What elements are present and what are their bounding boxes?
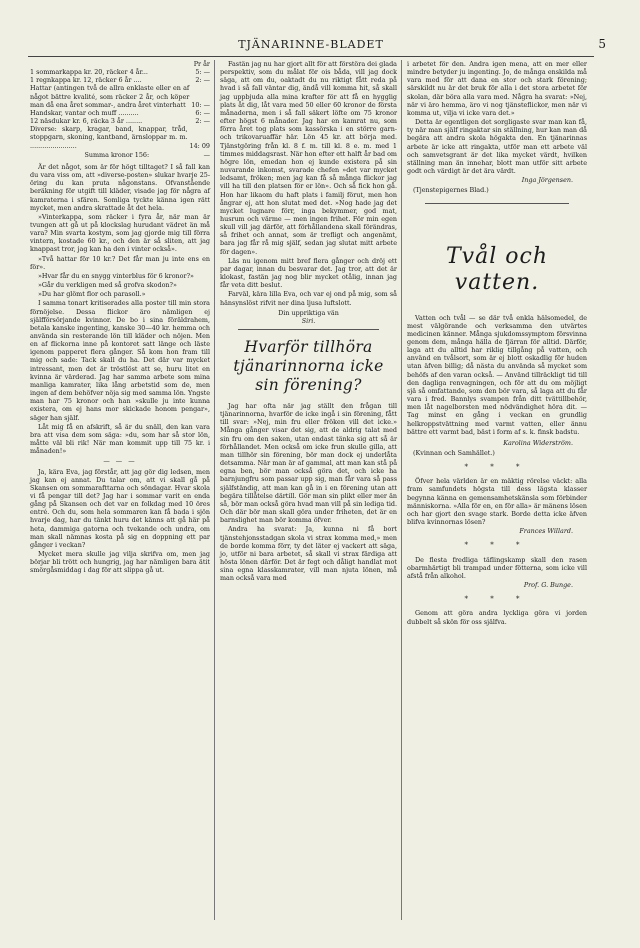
column-3	[407, 60, 587, 627]
article-heading: Tvål och vatten.	[446, 243, 548, 295]
quote-author: Prof. G. Bunge.	[523, 581, 573, 590]
section-divider: — — —	[103, 457, 137, 466]
source-note: (Tjenstepigernes Blad.)	[413, 186, 489, 195]
quote-author: Frances Willard.	[519, 527, 573, 536]
expense-item: Hattar (antingen två de allra enklaste eller en af något bättre kvalité, som räcker 2 år, och köper man då ena året sommar-, andra året vinterhatt 10: —	[30, 84, 210, 109]
paragraph: Mycket mera skulle jag vilja skrifva om, men jag börjar bli trött och hungrig, jag har nämligen bara ätit smörgåsmiddag i dag för att slippa gå ut.	[30, 550, 210, 575]
page-header	[28, 36, 606, 57]
expense-item: Diverse: skarp, kragar, band, knappar, tråd, stoppgarn, skoning, kantband, ärnsloppar m. m. ....................... 14: 09	[30, 125, 210, 150]
paragraph: Öfver hela världen är en mäktig rörelse väckt: alla fram samfundets högsta till dess lägsta klasser begynna känna en gemensamhetskänsla som förbinder människorna. »Alla för en, en för alla» är mänens lösen och har gjort den svage stark. Borde detta icke äfven blifva kvinnornas lösen?	[407, 477, 587, 527]
divider	[425, 203, 569, 204]
column-2	[220, 60, 397, 583]
paragraph: Andra ha svarat: Ja, kunna ni få bort tjänstehjonsstadgan skola vi strax komma med,» men de borde komma förr, ty det läter ej vackert att säga, jo, utför ni bara arbetet, så skall vi strax färdiga att hösta lönen därför. Det är fegt och dåligt handlat mot sina egna klasskamrater, vill man njuta lönen, må man också vara med	[220, 525, 397, 583]
signature-line: Din uppriktiga vän	[278, 308, 339, 317]
paragraph: I samma tonart kritiserades alla poster till min stora förnöjelse. Dessa flickor äro nämligen ej själfförsörjande kvinnor. De bo i sina föräldrahem, betala kanske ingenting, kanske 30—40 kr. hemma och använda sin resterande lön till kläder och nöjen. Men en af flickorna inne på kontoret satt länge och läste igenom papperet flera gånger. Så kom hon fram till mig och sade: Tack skall du ha. Det där var mycket intressant, men det är tröstlöst att se, huru litet en kvinna är värderad. Jag har samma arbete som mina manliga kamrater, lika lång arbetstid som de, men ingen af dem behöfver nöja sig med samma lön. Yngste man har 75 kronor och han »skulle ju inte kunna existera, om ej hans mor skickade honom pengar», säger han själf.	[30, 299, 210, 422]
paragraph: Ja, kära Eva, jag förstår, att jag gör dig ledsen, men jag kan ej annat. Du talar om, att vi skall gå på Skansen om sommarafttarna och söndagar. Hvar skola vi få pengar till det? Jag har i sommar varit en enda gång på Skansen och det var en folkdag med 10 öres entré. Och du, som hela sommaren kan få bada i sjön hvarje dag, har du tänkt huru det känns att gå här på heta, dammiga gatorna och tvekande och undra, om man skall nämnas kosta på sig en doppning ett par gånger i veckan?	[30, 467, 210, 549]
signature-name: Siri.	[301, 316, 316, 325]
paragraph: »Vinterkappa, som räcker i fyra år, när man är tvungen att gå ut på klockslag hurudant vädret än må vara? Min svarta kostym, som jag gjorde mig till förra vintern, kostade 60 kr., och den är så sliten, att jag knappast tror, jag kan ha den i vinter också».	[30, 212, 210, 254]
signature-name: Inga Jörgensen.	[521, 176, 573, 185]
paragraph: Låt mig få en afskrift, så är du snäll, den kan vara bra att visa dem som säga: »du, som har så stor lön, måtte väl bli rik! När man kommit upp till 75 kr. i månaden!»	[30, 422, 210, 456]
column-divider	[401, 60, 402, 920]
page-title: TJÄNARINNE-BLADET	[238, 38, 384, 51]
paragraph: Jag har ofta när jag ställt den frågan till tjänarinnorna, hvarför de icke ingå i sin förening, fått till svar: »Nej, min fru eller fröken vill det icke.» Många gånger visar det sig, att de aldrig talat med sin fru om den saken, utan endast tänka sig att så är förhållandet. Men också om icke frun skulle gilla, att man tillhör sin förening, bör man dock ej underlåta detsamma. När man är af gammal, att man kan stå på egna ben, bör man också göra det, och icke ha barnjungfru som passar upp sig, man får vara så pass själfständig, att man kan gå in i en förening utan att begära tillåtelse därtill. Gör man sin plikt eller mer än så, bör man också göra hvad man vill på sin lediga tid. Och där bör man skall göra under friheten, det är en barnslighet man bör komma öfver.	[220, 402, 397, 525]
divider	[238, 329, 379, 330]
paragraph: Är det något, som är för högt tilltaget? I så fall kan du vara viss om, att »diverse-posten» slukar hvarje 25-öring du kan pruta någonstans. Ofvanstående beräkning för utgift till kläder, visade jag för några af kamraterna i sfären. Somliga tyckte känna igen rätt mycket, men andra skrattade åt det hela.	[30, 162, 210, 212]
signature-name: Karolina Widerström.	[503, 438, 573, 447]
paragraph: »Går du verkligen med så grofva skodon?»	[38, 281, 177, 290]
column-1	[30, 60, 210, 576]
expense-item: 1 regnkappa kr. 12, räcker 6 år .... 2: —	[30, 76, 210, 85]
paragraph: Vatten och tvål — se där två enkla hälsomedel, de mest välgörande och verksamma den utvärtes medicinen känner. Många sjukdomssymptom försvinna genom dem, många hälla de fjärran för alltid. Därför, laga att du alltid har riklig tillgång på vatten, och använd en tvålsort, som är ej blott oskadlig för huden utan äfven billig; då nästa du använda så mycket som behöfs af den varan också. — Använd tillräckligt tid till den dagliga renvagningen, och för att du om möjligt sjä så omfattande, som den bör vara, så laga att du får vara i fred. Bannlys svampen från ditt tvättillbehör, men låt nagelborsten med nödvändighet höra dit. — Tag minst en gång i veckan en grundlig helkroppstvättning med varmt vatten, eller ännu bättre ett varmt bad, bäst i form af s. k. finsk badstu.	[407, 313, 587, 436]
list-header: Pr år	[193, 60, 210, 68]
article-heading: Hvarför tillhöra tjänarinnorna icke sin förening?	[233, 338, 384, 394]
section-divider: * * *	[464, 541, 530, 550]
paragraph: »Hvar får du en snygg vinterblus för 6 kronor?»	[38, 271, 194, 280]
section-divider: * * *	[464, 463, 530, 472]
paragraph: »Du har glömt flor och parasoll.»	[38, 290, 146, 299]
expense-list	[30, 68, 210, 150]
expense-item: 1 sommarkappa kr. 20, räcker 4 år... 5: —	[30, 68, 210, 77]
paragraph: De flesta fredliga täflingskamp skall den rasen obarmhärtigt bli trampad under fötterna, som icke vill afstå från alkohol.	[407, 555, 587, 580]
source-note: (Kvinnan och Samhället.)	[413, 449, 495, 457]
paragraph: Farväl, kära lilla Eva, och var ej ond på mig, som så hänsynslöst rifvit ner dina ljusa luftslott.	[220, 290, 397, 307]
paragraph: Genom att göra andra lyckliga göra vi jorden dubbelt så skön för oss själfva.	[407, 609, 587, 626]
section-divider: * * *	[464, 595, 530, 604]
paragraph: Läs nu igenom mitt bref flera gånger och dröj ett par dagar, innan du besvarar det. Jag tror, att det är klokast, fastän jag nog blir mycket otålig, innan jag får veta ditt beslut.	[220, 256, 397, 290]
paragraph: Fastän jag nu har gjort allt för att förstöra dei glada perspektiv, som du målat för ois båda, vill jag dock säga, att om du, oaktadt du nu riktigt fått reda på hvad i så fall väntar dig, ändå vill komma hit, så skall jag uppbjuda alla mina krafter för att få en hygglig plats åt dig, låt vara med 50 eller 60 kronor de första månaderna, men i så fall säkert löfte om 75 kronor efter högst 6 månader. Jag har en kamrat nu, som förra året tog plats som kassörska i en större garn- och trikovaruaffär här. Lön 45 kr. att börja med. Tjänstgöring från kl. 8 f. m. till kl. 8 e. m. med 1 timmes middagsrast. När hon efter ett halft år bad om högre lön, emedan hon ej kunde existera på sin nuvarande inkomst, svarade chefen »det var mycket ledsamt, fröken; men jag kan få så många flickor jag vill ha till den platsen för er lön». Och så fick hon gå. Hon har likaom du haft plats i familj förut, men hon ångrar ej, att hon slutat med det. »Nog hade jag det mycket lugnare förr, inga bekymmer, god mat, husrum och värme — men ingen frihet. För min egen skull vill jag därför, att förhållandena skall förändras, så frihet och annat, som är trefligt och angenämt, bara jag får rå mig själf, sedan jag slutat mitt arbete för dagen».	[220, 60, 397, 256]
expense-item: Handskar, vantar och muff .......... 6: —	[30, 108, 210, 117]
page-number: 5	[598, 37, 606, 51]
paragraph: i arbetet för den. Andra igen mena, att en mer eller mindre betyder ju ingenting. Jo, de många enskilda må vara med för att dana en stor och stark förening; särskildt nu är det bruk för alla i det stora arbetet för skolan, där böra alla vara med. Några ha svarat: »Nej, när vi äro hemma, äro vi nog tjänsteflickor, men när vi komma ut, vilja vi icke vara det.»	[407, 60, 587, 117]
expense-item: 12 näsdukar kr. 6, räcka 3 år ........ 2: —	[30, 117, 210, 126]
paragraph: Detta är egentligen det sorgligaste svar man kan få, ty när man själf ringaktar sin ställning, hur kan man då begära att andra skola högakta den. En tjänarinnas arbete är icke att ringakta, utför man ett arbete väl och samvetsgrant är det lika mycket värdt, hvilken ställning man än innehar, blott man utför sitt arbete godt och värdigt är det ära värdt.	[407, 118, 587, 176]
sum-row: Summa kronor 156: —	[84, 150, 210, 159]
paragraph: »Två hattar för 10 kr.? Det får man ju inte ens en för».	[30, 254, 210, 271]
column-divider	[214, 60, 215, 920]
